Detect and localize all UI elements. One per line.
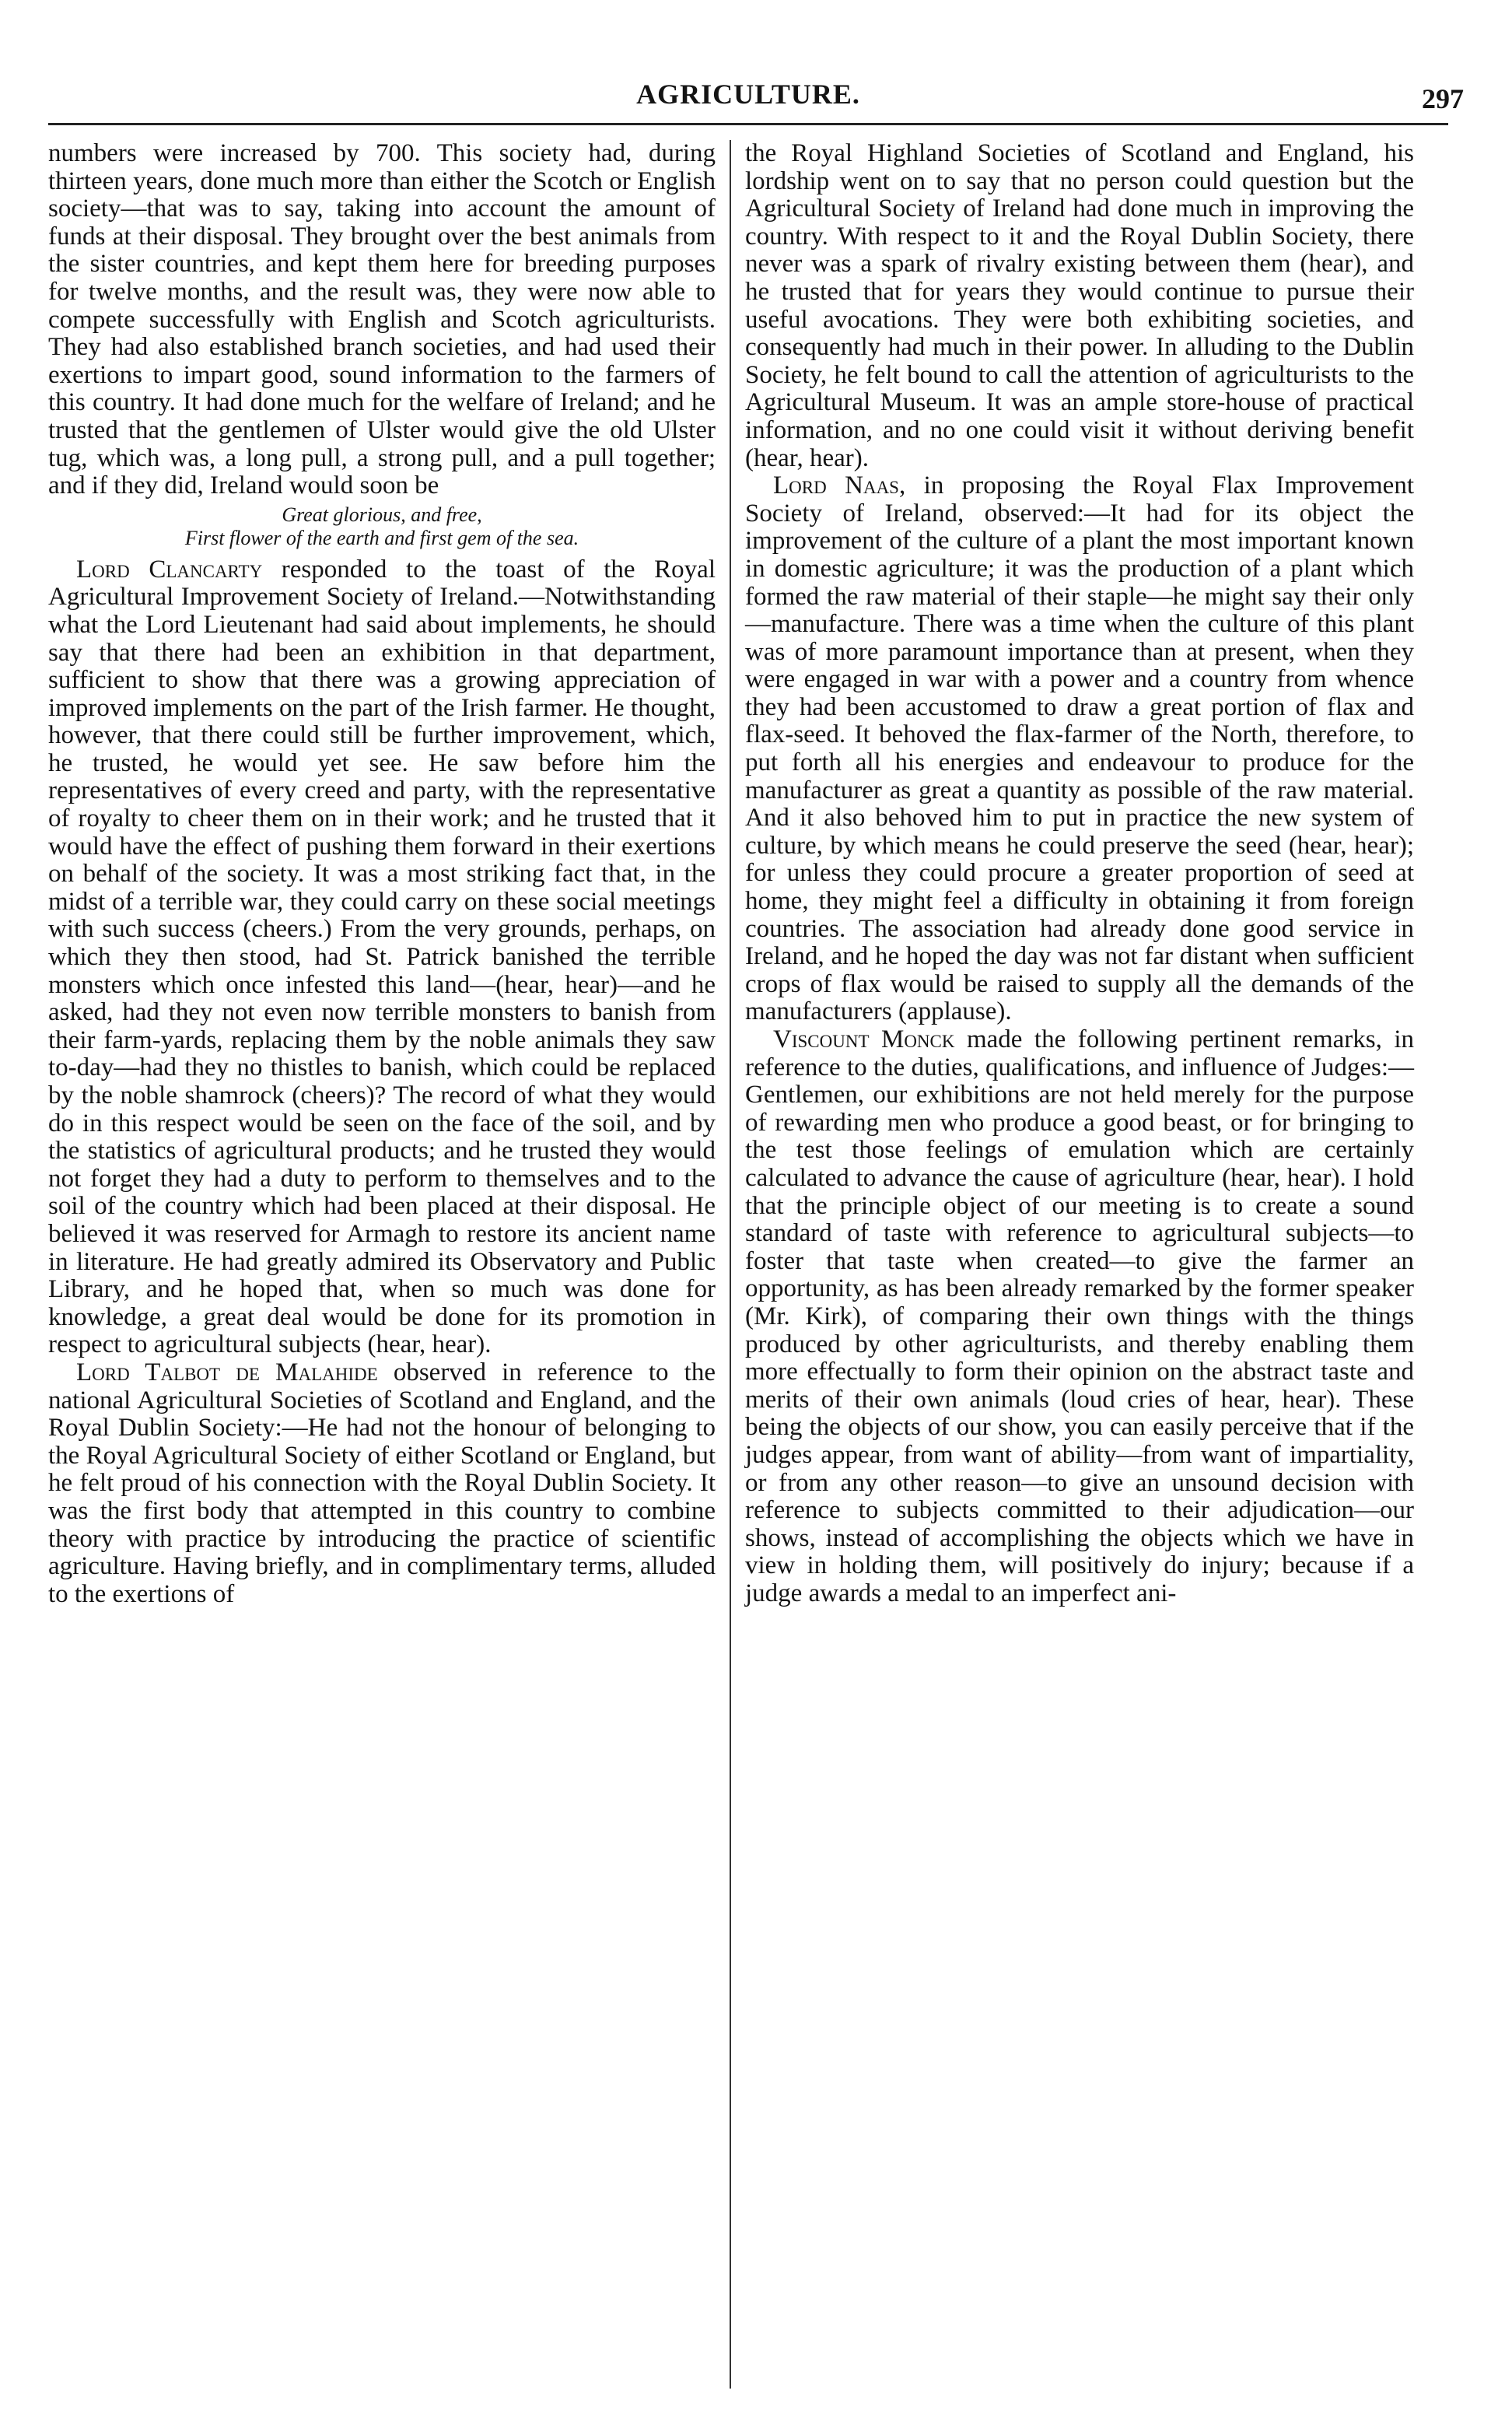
running-title: AGRICULTURE. (636, 79, 860, 110)
right-paragraph-2 (745, 472, 1414, 1026)
paragraph-text: in proposing the Royal Flax Improvement Society of Ireland, observed:—It had for its object the improvement of the culture of a plant the most important known in domestic agriculture; it was the production of a plant which formed the raw material of their staple—he might say their only—manufacture. There was a time when the culture of this plant was of more paramount importance than at present, when they were engaged in war with a power and a country from whence they had been accustomed to draw a great portion of flax and flax-seed. It behoved the flax-farmer of the North, therefore, to put forth all his energies and endeavour to produce for the manufacturer as great a quantity as possible of the raw material. And it also behoved him to put in practice the new system of culture, by which means he could preserve the seed (hear, hear); for unless they could procure a greater proportion of seed at home, they might feel a difficulty in obtaining it from foreign countries. The association had already done good service in Ireland, and he hoped the day was not far distant when sufficient crops of flax would be raised to supply all the demands of the manufacturers (applause). (745, 471, 1414, 1026)
right-paragraph-1: the Royal Highland Societies of Scotland and England, his lordship went on to say that no person could question but the Agricultural Society of Ireland had done much in improving the country. With respect to it and the Royal Dublin Society, there never was a spark of rivalry existing between them (hear), and he trusted that for years they would continue to pursue their useful avocations. They were both exhibiting societies, and consequently had much in their power. In alluding to the Dublin Society, he felt bound to call the attention of agriculturists to the Agricultural Museum. It was an ample store-house of practical information, and no one could visit it without deriving benefit (hear, hear). (745, 139, 1414, 472)
right-column (745, 140, 1414, 1607)
speaker-name: Lord Clancarty (76, 555, 263, 584)
speaker-name: Lord Naas, (773, 471, 906, 500)
column-divider (730, 140, 731, 2389)
left-paragraph-3 (48, 1359, 716, 1608)
paragraph-text: responded to the toast of the Royal Agricultural Improvement Society of Ireland.—Notwithstanding what the Lord Lieutenant had said about implements, he should say that there had been an exhibition in that department, sufficient to show that there was a growing appreciation of improved implements on the part of the Irish farmer. He thought, however, that there could still be further improvement, which, he trusted, he would yet see. He saw before him the representatives of every creed and party, with the representative of royalty to cheer them on in their work; and he trusted that it would have the effect of pushing them forward in their exertions on behalf of the society. It was a most striking fact that, in the midst of a terrible war, they could carry on these social meetings with such success (cheers.) From the very grounds, perhaps, on which they then stood, had St. Patrick banished the terrible monsters which once infested this land—(hear, hear)—and he asked, had they not even now terrible monsters to banish from their farm-yards, replacing them by the noble animals they saw to-day—had they no thistles to banish, which could be replaced by the noble shamrock (cheers)? The record of what they would do in this respect would be seen on the face of the soil, and by the statistics of agricultural products; and he trusted they would not forget they had a duty to perform to themselves and to the soil of the country which had been placed at their disposal. He believed it was reserved for Armagh to restore its ancient name in literature. He had greatly admired its Observatory and Public Library, and he hoped that, when so much was done for knowledge, a great deal would be done for its promotion in respect to agricultural subjects (hear, hear). (48, 555, 716, 1359)
speaker-name: Viscount Monck (773, 1025, 955, 1053)
page-header (48, 78, 1464, 124)
left-paragraph-1: numbers were increased by 700. This society had, during thirteen years, done much more than either the Scotch or English society—that was to say, taking into account the amount of funds at their disposal. They brought over the best animals from the sister countries, and kept them here for breeding purposes for twelve months, and the result was, they were now able to compete successfully with English and Scotch agriculturists. They had also established branch societies, and had used their exertions to impart good, sound information to the farmers of this country. It had done much for the welfare of Ireland; and he trusted that the gentlemen of Ulster would give the old Ulster tug, which was, a long pull, a strong pull, and a pull together; and if they did, Ireland would soon be (48, 139, 716, 500)
paragraph-text: made the following pertinent remarks, in reference to the duties, qualifications, and influence of Judges:—Gentlemen, our exhibitions are not held merely for the purpose of rewarding men who produce a good beast, or for bringing to the test those feelings of emulation which are certainly calculated to advance the cause of agriculture (hear, hear). I hold that the principle object of our meeting is to create a sound standard of taste with reference to agricultural subjects—to foster that taste when created—to give the farmer an opportunity, as has been already remarked by the former speaker (Mr. Kirk), of comparing their own things with the things produced by other agriculturists, and thereby enabling them more effectually to form their opinion on the abstract taste and merits of their own animals (loud cries of hear, hear). These being the objects of our show, you can easily perceive that if the judges appear, from want of ability—from want of impartiality, or from any other reason—to give an unsound decision with reference to subjects committed to their adjudication—our shows, instead of accomplishing the objects which we have in view in holding them, will positively do injury; because if a judge awards a medal to an imperfect ani- (745, 1025, 1414, 1607)
paragraph-text: observed in reference to the national Agricultural Societies of Scotland and England, and the Royal Dublin Society:—He had not the honour of belonging to the Royal Agricultural Society of either Scotland or England, but he felt proud of his connection with the Royal Dublin Society. It was the first body that attempted in this country to combine theory with practice by introducing the practice of scientific agriculture. Having briefly, and in complimentary terms, alluded to the exertions of (48, 1358, 716, 1608)
verse-line-1: Great glorious, and free, (282, 503, 482, 526)
left-paragraph-2 (48, 556, 716, 1359)
left-column (48, 140, 716, 1608)
page-number: 297 (1422, 83, 1464, 114)
verse-line-2: First flower of the earth and first gem of the sea. (184, 526, 579, 549)
speaker-name: Lord Talbot de Malahide (76, 1358, 378, 1386)
header-rule (48, 123, 1448, 125)
right-paragraph-3 (745, 1026, 1414, 1607)
verse-quote (48, 503, 716, 550)
